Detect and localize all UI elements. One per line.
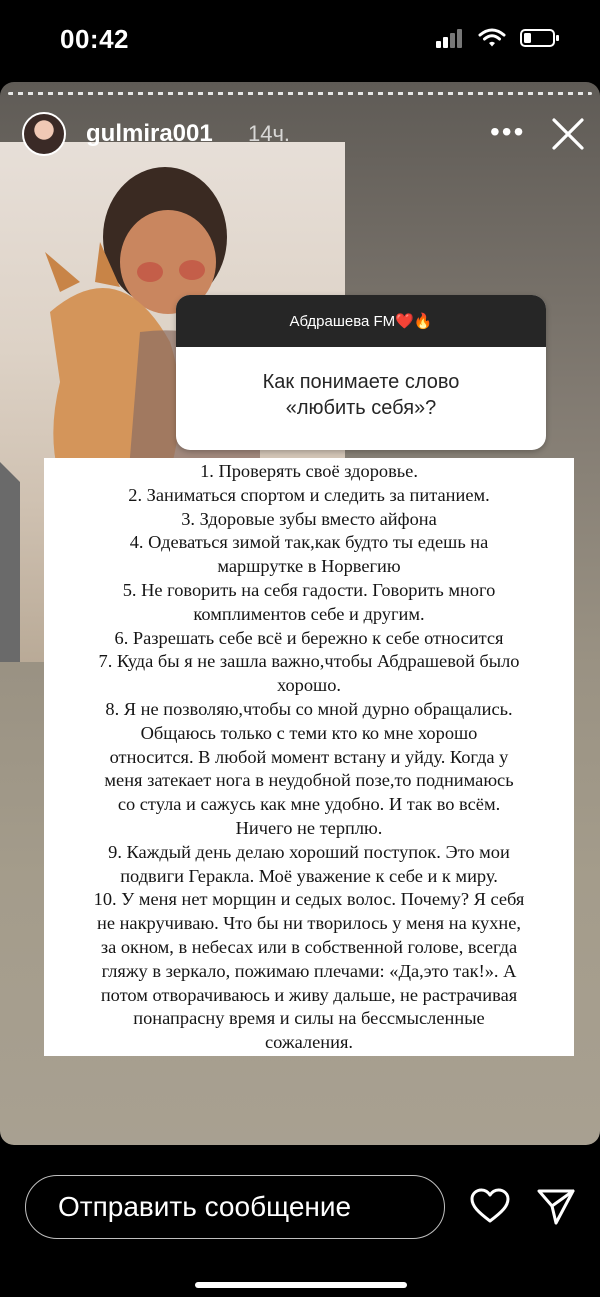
answer-line: 6. Разрешать себе всё и бережно к себе относится [114, 627, 504, 648]
username[interactable]: gulmira001 [86, 120, 213, 147]
status-icons [436, 28, 560, 48]
answer-line: Ничего не терплю. [235, 817, 383, 838]
send-icon[interactable] [536, 1188, 576, 1226]
question-author: Абдрашева FM❤️🔥 [176, 295, 546, 347]
story-card[interactable] [0, 82, 600, 1145]
answer-line: 4. Одеваться зимой так,как будто ты едешь на [129, 532, 489, 553]
answer-line: за окном, в небесах или в собственной голове, всегда [100, 936, 518, 957]
reply-bar [0, 1170, 600, 1297]
answer-line: не накручиваю. Что бы ни творилось у меня на кухне, [96, 913, 522, 934]
home-indicator[interactable] [195, 1282, 407, 1288]
answer-line: 9. Каждый день делаю хороший поступок. Это мои [108, 841, 510, 862]
answer-line: сожаления. [264, 1032, 353, 1053]
answer-line: маршрутке в Норвегию [217, 556, 401, 577]
answer-line: понапрасну время и силы на бессмысленные [133, 1008, 485, 1029]
answer-line: комплиментов себе и другим. [193, 603, 425, 624]
answer-line: 8. Я не позволяю,чтобы со мной дурно обращались. [105, 698, 513, 719]
answer-line: меня затекает нога в неудобной позе,то поднимаюсь [104, 770, 514, 791]
answer-line: 10. У меня нет морщин и седых волос. Почему? Я себя [93, 889, 525, 910]
status-bar [0, 0, 600, 80]
status-time: 00:42 [60, 24, 129, 54]
answer-line: относится. В любой момент встану и уйду. Когда у [109, 746, 509, 767]
message-input[interactable]: Отправить сообщение [25, 1175, 445, 1239]
answer-line: гляжу в зеркало, пожимаю плечами: «Да,это так!». А [101, 960, 517, 981]
answer-line: 1. Проверять своё здоровье. [200, 461, 418, 481]
answer-line: 7. Куда бы я не зашла важно,чтобы Абдрашевой было [98, 651, 520, 672]
answer-line: потом отворачиваюсь и живу дальше, не растрачивая [100, 984, 518, 1005]
answer-line: подвиги Геракла. Моё уважение к себе и к миру. [120, 865, 498, 886]
avatar[interactable] [22, 112, 66, 156]
more-icon[interactable]: ••• [490, 116, 526, 147]
battery-icon [520, 28, 560, 48]
wifi-icon [478, 28, 506, 48]
close-icon[interactable] [550, 116, 586, 152]
heart-icon[interactable] [470, 1188, 510, 1224]
story-progress-bar [8, 92, 592, 95]
answer-line: со стула и сажусь как мне удобно. И так во всём. [117, 794, 501, 815]
answer-text-box [44, 458, 574, 1056]
question-sticker[interactable] [176, 295, 546, 450]
answer-line: 2. Заниматься спортом и следить за питанием. [128, 484, 490, 505]
answer-line: 3. Здоровые зубы вместо айфона [181, 508, 437, 529]
question-text: Как понимаете слово «любить себя»? [262, 371, 460, 419]
answer-line: хорошо. [276, 675, 342, 696]
signal-icon [436, 28, 464, 48]
story-time-ago: 14ч. [248, 121, 291, 146]
answer-line: 5. Не говорить на себя гадости. Говорить много [122, 579, 496, 600]
story-header [0, 102, 600, 162]
answer-line: Общаюсь только с теми кто ко мне хорошо [140, 722, 478, 743]
